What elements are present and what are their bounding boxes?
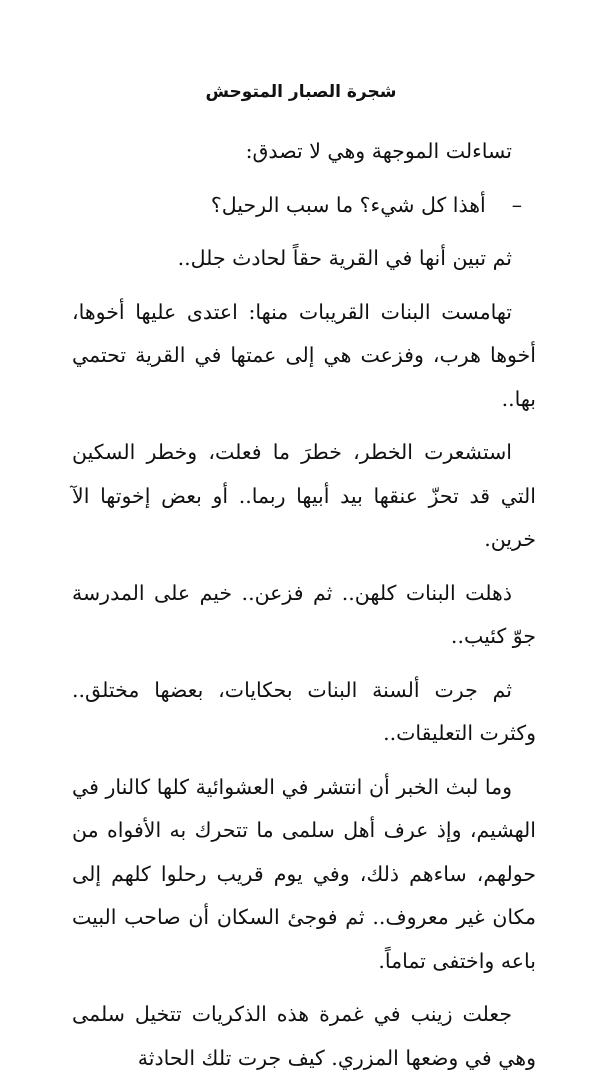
paragraph: تهامست البنات القريبات منها: اعتدى عليها أخوها، أخوها هرب، وفزعت هي إلى عمتها في القرية تحتمي بها.. xyxy=(72,299,536,411)
paragraph: ذهلت البنات كلهن.. ثم فزعن.. خيم على المدرسة جوّ كئيب.. xyxy=(72,580,536,648)
paragraph: جعلت زينب في غمرة هذه الذكريات تتخيل سلمى وهي في وضعها المزري. كيف جرت تلك الحادثة xyxy=(72,1002,536,1070)
body-text xyxy=(72,130,536,1090)
paragraph: تساءلت الموجهة وهي لا تصدق: xyxy=(245,139,512,163)
paragraph: ثم جرت ألسنة البنات بحكايات، بعضها مختلق.. وكثرت التعليقات.. xyxy=(72,677,536,745)
dialogue-dash: – xyxy=(511,192,522,217)
dialogue-line xyxy=(72,184,536,228)
chapter-title: شجرة الصبار المتوحش xyxy=(205,82,397,102)
paragraph: وما لبث الخبر أن انتشر في العشوائية كلها كالنار في الهشيم، وإذ عرف أهل سلمى ما تتحرك به الأفواه من حولهم، ساءهم ذلك، وفي يوم قريب رحلوا كلهم إلى مكان غير معروف.. ثم فوجئ السكان أن صاحب البيت باعه واختفى تماماً. xyxy=(72,774,536,973)
paragraph: استشعرت الخطر، خطرَ ما فعلت، وخطر السكين التي قد تحزّ عنقها بيد أبيها ربما.. أو بعض إخوتها الآ خرين. xyxy=(72,440,536,551)
paragraph: ثم تبين أنها في القرية حقاً لحادث جلل.. xyxy=(177,246,512,270)
dialogue-text: أهذا كل شيء؟ ما سبب الرحيل؟ xyxy=(210,192,486,217)
